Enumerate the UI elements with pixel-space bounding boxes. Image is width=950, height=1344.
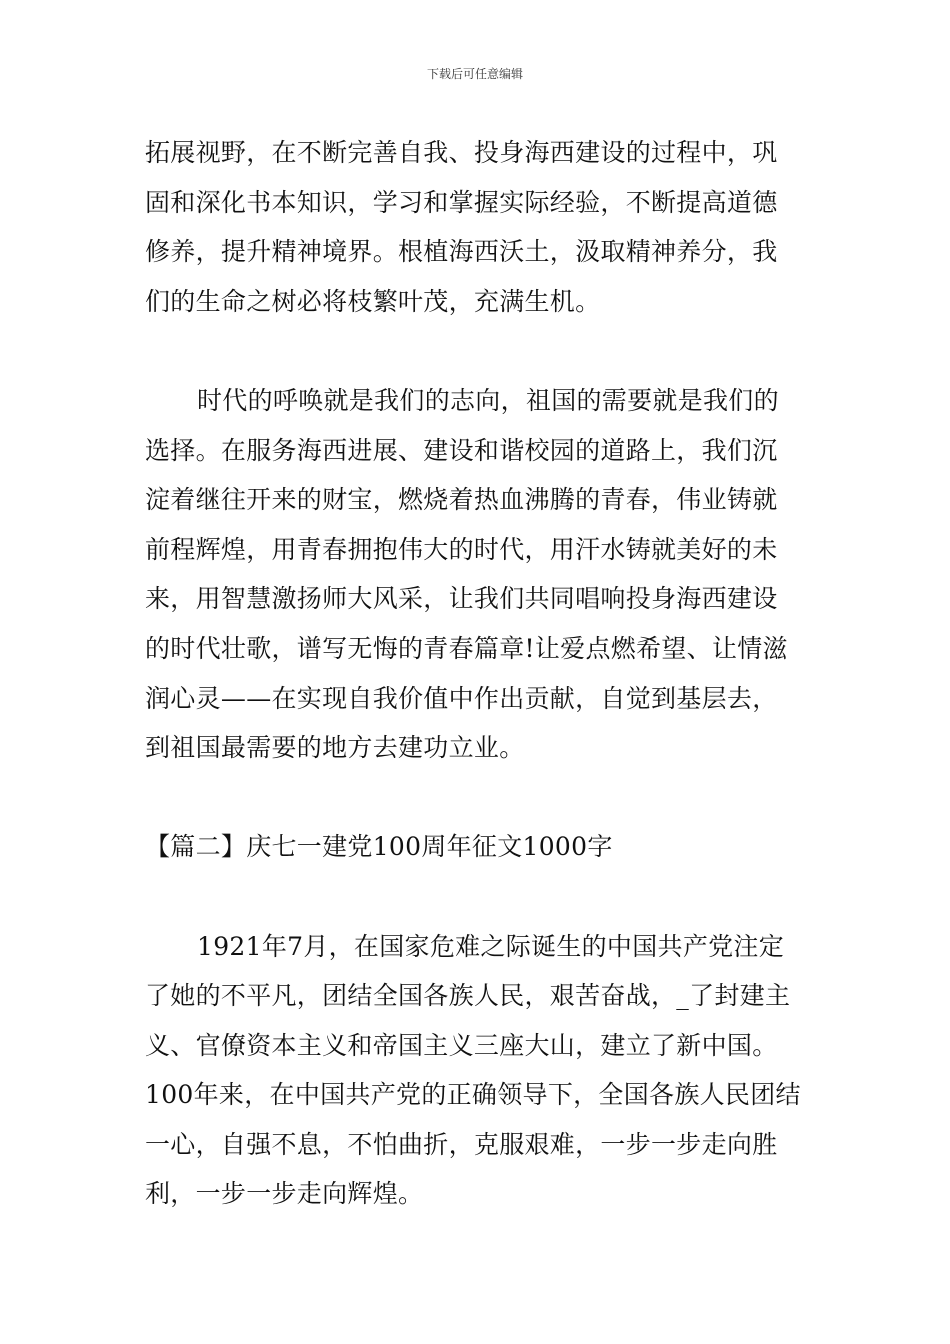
paragraph-3: [145, 922, 810, 1220]
section-heading: 【篇二】庆七一建党100周年征文1000字: [145, 832, 613, 862]
document-body: [145, 128, 810, 1219]
paragraph-line: 固和深化书本知识，学习和掌握实际经验，不断提高道德: [145, 187, 778, 217]
paragraph-line: 拓展视野，在不断完善自我、投身海西建设的过程中，巩: [145, 138, 778, 167]
paragraph-line: 选择。在服务海西进展、建设和谐校园的道路上，我们沉: [145, 435, 778, 465]
paragraph-gap: [145, 773, 810, 823]
paragraph-line: 淀着继往开来的财宝，燃烧着热血沸腾的青春，伟业铸就: [145, 485, 778, 515]
paragraph-line: 润心灵——在实现自我价值中作出贡献，自觉到基层去，: [145, 683, 778, 713]
paragraph-line: 来，用智慧激扬师大风采，让我们共同唱响投身海西建设: [145, 584, 778, 614]
paragraph-1: [145, 128, 810, 326]
paragraph-gap: [145, 326, 810, 376]
paragraph-line: 一心，自强不息，不怕曲折，克服艰难，一步一步走向胜: [145, 1129, 778, 1159]
paragraph-2: [145, 376, 810, 773]
paragraph-line: 义、官僚资本主义和帝国主义三座大山，建立了新中国。: [145, 1030, 778, 1060]
paragraph-line: 到祖国最需要的地方去建功立业。: [145, 733, 525, 763]
paragraph-line: 前程辉煌，用青春拥抱伟大的时代，用汗水铸就美好的未: [145, 534, 778, 564]
paragraph-line: 时代的呼唤就是我们的志向，祖国的需要就是我们的: [197, 385, 779, 415]
paragraph-line: 们的生命之树必将枝繁叶茂，充满生机。: [145, 286, 601, 316]
paragraph-line: 1921年7月，在国家危难之际诞生的中国共产党注定: [197, 931, 785, 961]
paragraph-line: 100年来，在中国共产党的正确领导下，全国各族人民团结: [145, 1080, 801, 1110]
paragraph-gap: [145, 872, 810, 922]
paragraph-line: 利，一步一步走向辉煌。: [145, 1179, 424, 1209]
header-note: 下载后可任意编辑: [426, 67, 523, 81]
paragraph-line: 了她的不平凡，团结全国各族人民，艰苦奋战，_了封建主: [145, 981, 791, 1011]
paragraph-line: 的时代壮歌，谱写无悔的青春篇章!让爱点燃希望、让情滋: [145, 633, 788, 663]
paragraph-line: 修养，提升精神境界。根植海西沃土，汲取精神养分，我: [145, 237, 778, 267]
